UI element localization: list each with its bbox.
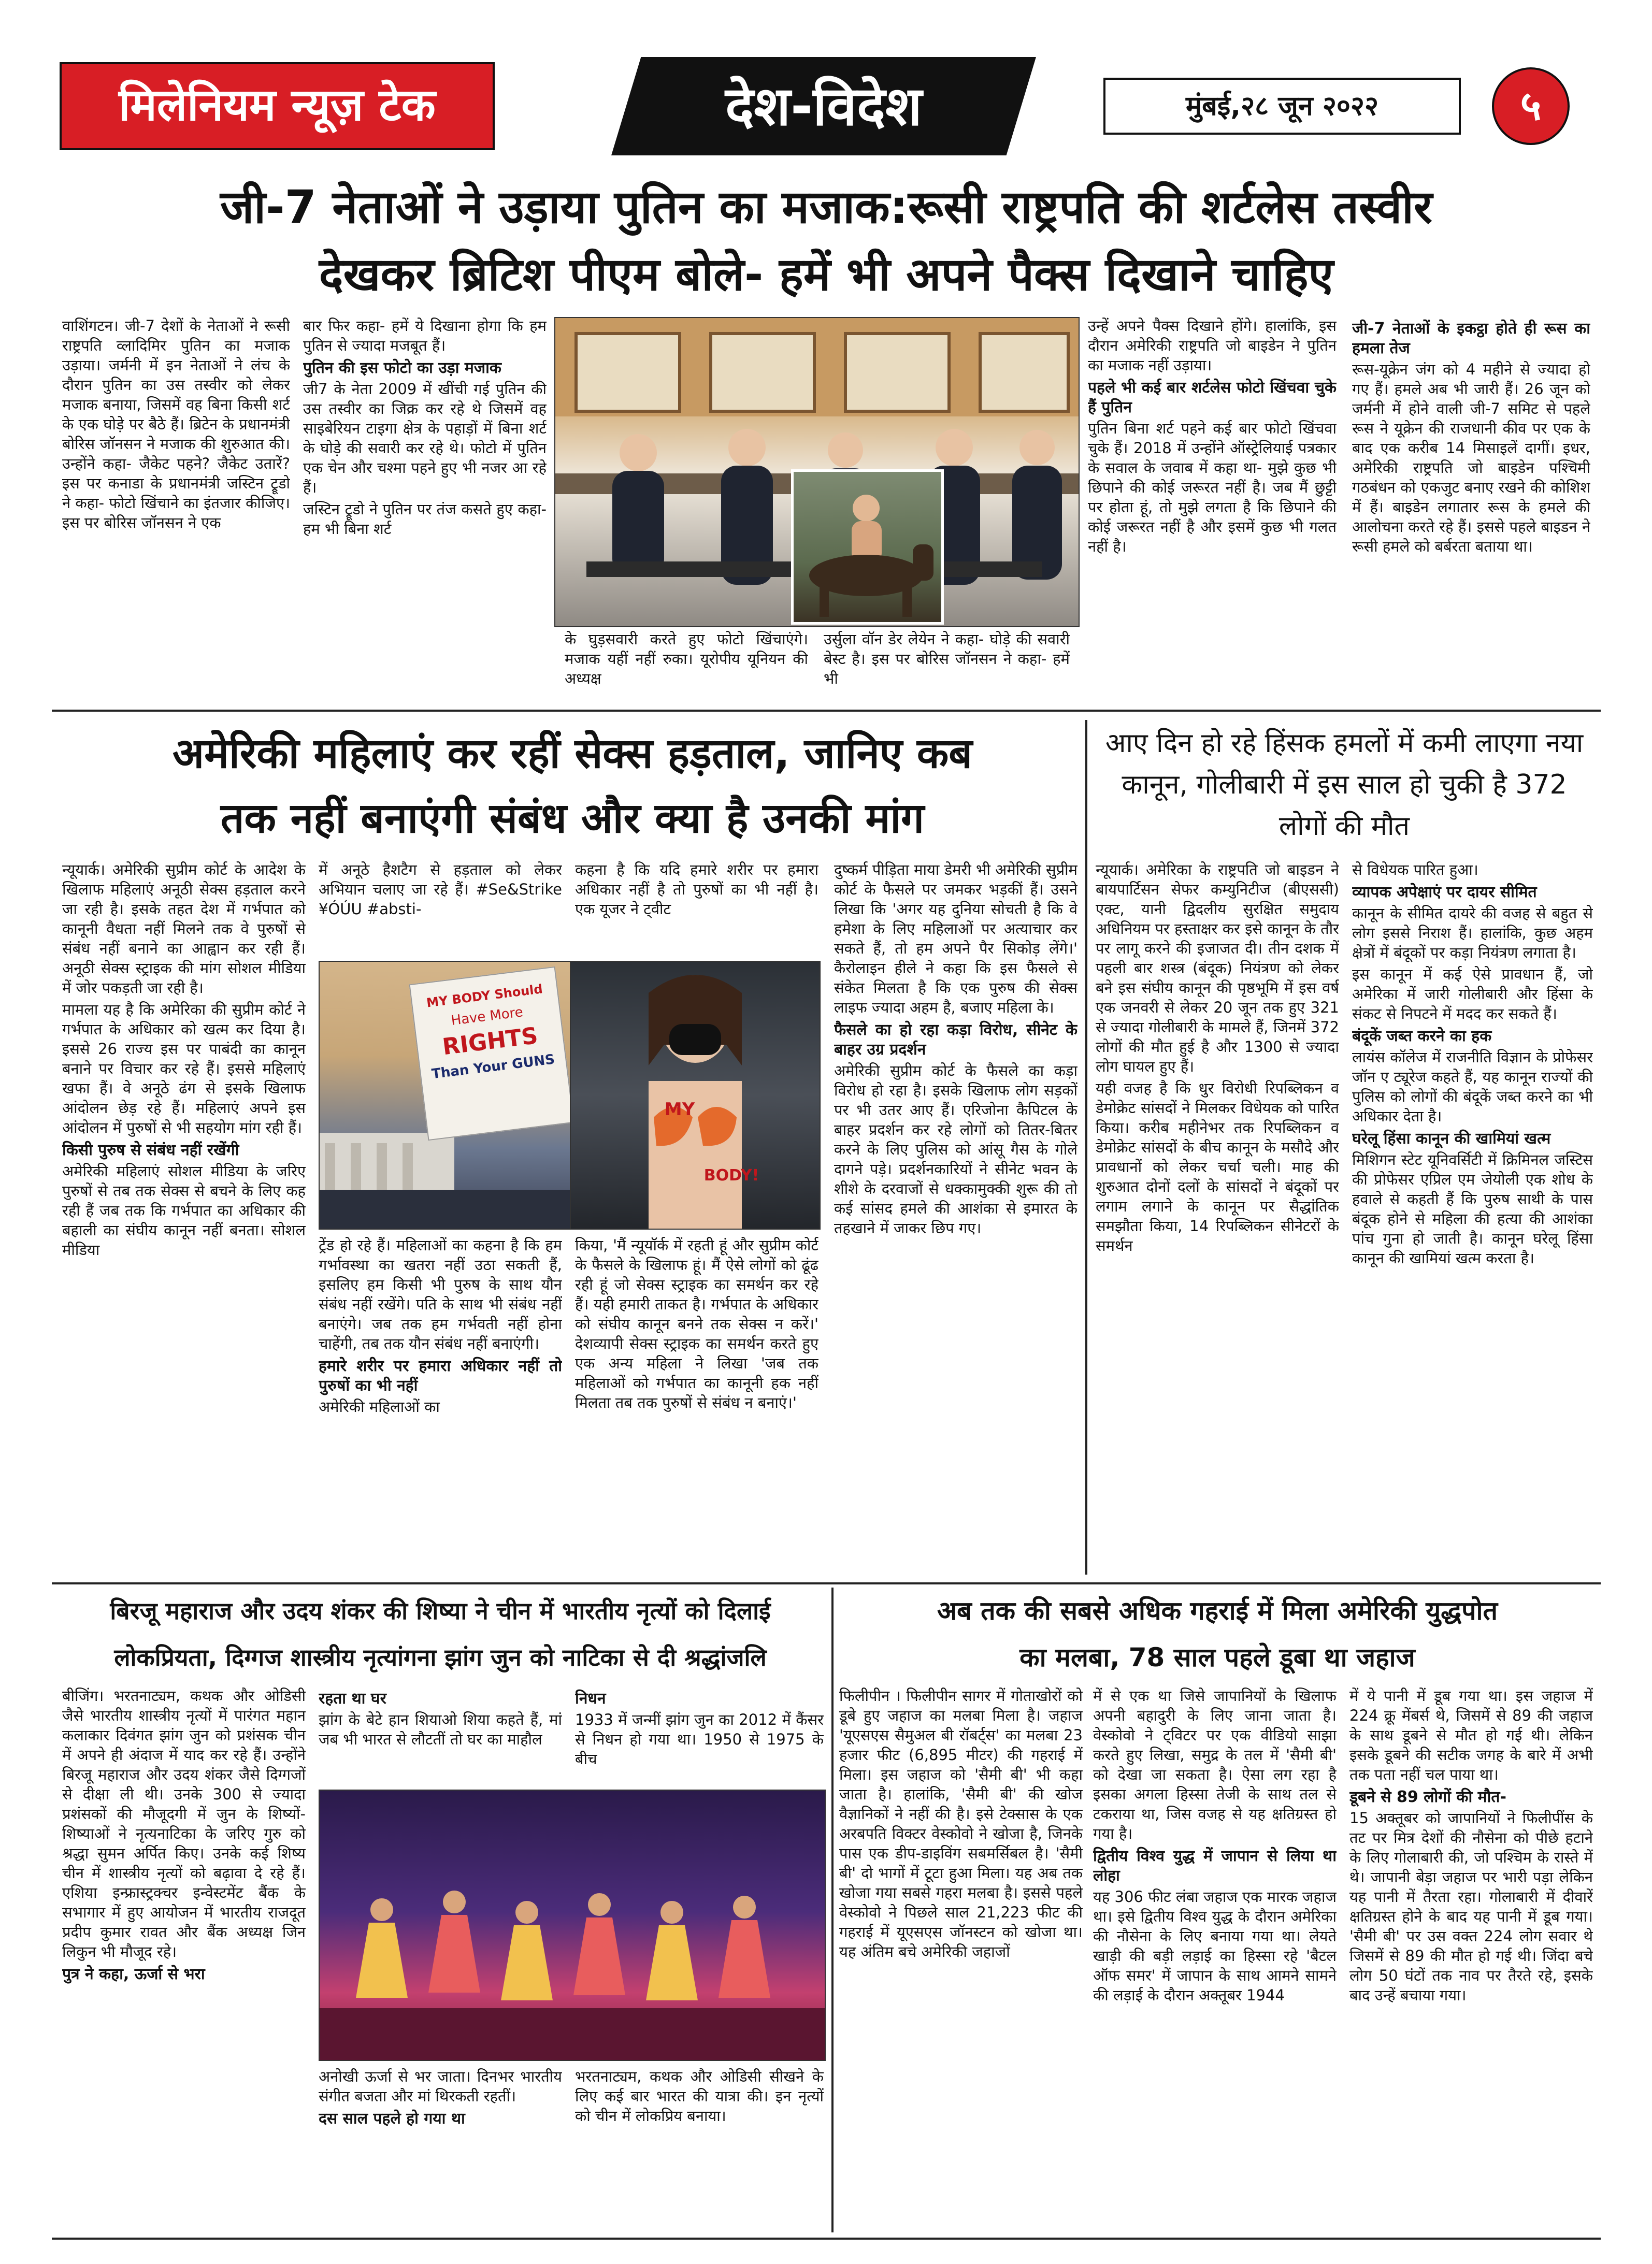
story1-headline-line1: जी-7 नेताओं ने उड़ाया पुतिन का मजाक:रूसी राष्ट्रपति की शर्टलेस तस्वीर (220, 180, 1432, 234)
story1-column-6 (1352, 316, 1590, 699)
story2-col4-subheading: फैसले का हो रहा कड़ा विरोध, सीनेट के बाहर उग्र प्रदर्शन (834, 1021, 1078, 1059)
story2-col1-text-c: अमेरिकी महिलाएं सोशल मीडिया के जरिए पुरुषों से तब तक सेक्स से बचने के लिए कह रही हैं जब तक कि गर्भपात का अधिकार की बहाली का संघीय कानून नहीं बनता। सोशल मीडिया (62, 1162, 306, 1259)
story3-col2-text-a: से विधेयक पारित हुआ। (1352, 861, 1478, 878)
story2-col2-end-text: अमेरिकी महिलाओं का (319, 1398, 440, 1416)
dancers-icon (320, 1791, 825, 2060)
story1-g7-photo (554, 317, 1080, 627)
story1-col1-text: वाशिंगटन। जी-7 देशों के नेताओं ने रूसी राष्ट्रपति व्लादिमिर पुतिन का मजाक उड़ाया। जर्मनी में इन नेताओं ने लंच के दौरान पुतिन का उस तस्वीर को लेकर मजाक बनाया, जिसमें वह बिना किसी शर्ट के एक घोड़े पर बैठे हैं। ब्रिटेन के प्रधानमंत्री बोरिस जॉनसन ने मजाक की शुरुआत की। उन्होंने कहा- जैकेट पहने? जैकेट उतारें? इस पर कनाडा के प्रधानमंत्री जस्टिन ट्रूडो ने कहा- फोटो खिंचाने का इंतजार कीजिए। इस पर बोरिस जॉनसन ने एक (62, 317, 290, 531)
story4-col1-subheading: पुत्र ने कहा, ऊर्जा से भरा (62, 1965, 205, 1983)
story3-col1-text-b: यही वजह है कि धुर विरोधी रिपब्लिकन व डेमोक्रेट सांसदों ने मिलकर विधेयक को पारित किया। करीब महीनेभर तक रिपब्लिकन व डेमोक्रेट सांसदों के बीच कानून के मसौदे और प्रावधानों को लेकर चर्चा चली। माह की शुरुआत दोनों दलों के सांसदों ने बंदूकों पर लगाम लगाने के कानून पर सैद्धांतिक समझौता किया, 14 रिपब्लिकन सीनेटरों के समर्थन (1096, 1079, 1339, 1254)
story1-col2-text-b: जी7 के नेता 2009 में खींची गई पुतिन की उस तस्वीर का जिक्र कर रहे थे जिसमें वह साइबेरियन टाइगा क्षेत्र के पहाड़ों में बिना शर्ट के घोड़े की सवारी कर रहे थे। फोटो में पुतिन एक चेन और चश्मा पहने हुए भी नजर आ रहे हैं। (303, 380, 547, 496)
shirt-text-2: BODY! (703, 1166, 759, 1185)
story5-col2-text-b: यह 306 फीट लंबा जहाज एक मारक जहाज था। इसे द्वितीय विश्व युद्ध के दौरान अमेरिका की नौसेना के लिए बनाया गया था। लेयते खाड़ी की बड़ी लड़ाई का हिस्सा रहे 'बैटल ऑफ समर' में जापान के साथ आमने सामने की लड़ाई के दौरान अक्तूबर 1944 (1093, 1888, 1337, 2004)
story2-headline-line2: तक नहीं बनाएंगी संबंध और क्या है उनकी मांग (220, 794, 925, 842)
story4-column-2-top (319, 1686, 562, 1790)
sign-line-3: RIGHTS (441, 1022, 540, 1061)
story1-under-photo-right-text: उर्सुला वॉन डेर लेयेन ने कहा- घोड़े की सवारी बेस्ट है। इस पर बोरिस जॉनसन ने कहा- हमें भी (824, 630, 1070, 687)
story5-col3-text-a: में ये पानी में डूब गया था। इस जहाज में 224 क्रू मेंबर्स थे, जिसमें से 89 की जहाज के साथ डूबने से मौत हो गई थी। लेकिन इसके डूबने की सटीक जगह के बारे में अभी तक पता नहीं चल पाया था। (1349, 1687, 1593, 1783)
story1-col6-subheading: जी-7 नेताओं के इकट्ठा होते ही रूस का हमला तेज (1352, 320, 1590, 357)
story2-column-3-top (575, 860, 818, 963)
divider-middle (52, 1582, 1601, 1584)
story4-column-3-bottom (575, 2067, 824, 2232)
story1-under-photo-left (565, 629, 808, 699)
story3-column-2 (1352, 860, 1593, 1575)
story4-col2-subheading: रहता था घर (319, 1690, 386, 1708)
story1-headline-line2: देखकर ब्रिटिश पीएम बोले- हमें भी अपने पैक्स दिखाने चाहिए (319, 248, 1334, 301)
story2-col3-bottom-text: किया, 'मैं न्यूयॉर्क में रहती हूं और सुप्रीम कोर्ट के फैसले के खिलाफ हूं। मैं ऐसे लोगों को ढूंढ रही हूं जो सेक्स स्ट्राइक का समर्थन कर रहे हैं। यही हमारी ताकत है। गर्भपात के अधिकार को संघीय कानून बनने तक सेक्स न करें।' देशव्यापी सेक्स स्ट्राइक का समर्थन करते हुए एक अन्य महिला ने लिखा 'जब तक महिलाओं को गर्भपात का कानूनी हक नहीं मिलता तब तक पुरुषों से संबंध न बनाएं।' (575, 1236, 818, 1411)
sign-line-1: MY BODY Should (425, 982, 543, 1011)
story5-col3-text-b: 15 अक्तूबर को जापानियों ने फिलीपींस के तट पर मित्र देशों की नौसेना को पीछे हटाने के लिए गोलाबारी की, जो पश्चिम के रास्ते में थे। जापानी बेड़ा जहाज पर भारी पड़ा लेकिन यह पानी में तैरता रहा। गोलाबारी में दीवारें क्षतिग्रस्त होने के बाद यह पानी में डूब गया। 'सैमी बी' पर उस वक्त 224 लोग सवार थे जिसमें से 89 की मौत हो गई थी। जिंदा बचे लोग 50 घंटों तक नाव पर तैरते रहे, इसके बाद उन्हें बचाया गया। (1349, 1809, 1593, 2004)
story1-col5-subheading: पहले भी कई बार शर्टलेस फोटो खिंचवा चुके हैं पुतिन (1088, 379, 1337, 416)
story1-col2-text-c: जस्टिन ट्रूडो ने पुतिन पर तंज कसते हुए कहा- हम भी बिना शर्ट (303, 500, 547, 538)
story4-headline-line1: बिरजू महाराज और उदय शंकर की शिष्या ने चीन में भारतीय नृत्यों को दिलाई (110, 1597, 771, 1625)
story2-column-3-bottom (575, 1235, 818, 1575)
story2-column-2-bottom (319, 1235, 562, 1575)
story3-col2-subheading-1: व्यापक अपेक्षाएं पर दायर सीमित (1352, 883, 1537, 901)
section-title: देश-विदेश (725, 75, 922, 138)
story2-col2-bottom-text: ट्रेंड हो रहे हैं। महिलाओं का कहना है कि हम गर्भावस्था का खतरा नहीं उठा सकती हैं, इसलिए हम किसी भी पुरुष के साथ यौन संबंध नहीं रखेंगे। पति के साथ भी संबंध नहीं बनाएंगे। जब तक हम गर्भवती नहीं होना चाहेंगी, तब तक यौन संबंध नहीं बनाएंगी। (319, 1236, 562, 1352)
story5-column-3 (1349, 1686, 1593, 2230)
story1-under-photo-left-text: के घुड़सवारी करते हुए फोटो खिंचाएंगे। मजाक यहीं नहीं रुका। यूरोपीय यूनियन की अध्यक्ष (565, 630, 808, 687)
story4-col3-subheading: निधन (575, 1690, 606, 1708)
story5-col2-text-a: में से एक था जिसे जापानियों के खिलाफ अपनी बहादुरी के लिए जाना जाता है। वेस्कोवो ने ट्विटर पर एक वीडियो साझा करते हुए लिखा, समुद्र के तल में 'सैमी बी' को देखा जा सकता है। ऐसा लग रहा है इसका अगला हिस्सा तेजी के साथ तल से टकराया था, जिस वजह से यह क्षतिग्रस्त हो गया है। (1093, 1687, 1337, 1842)
sign-line-2: Have More (450, 1004, 524, 1029)
divider-vertical-story2-3 (1085, 720, 1087, 1575)
story3-col2-subheading-3: घरेलू हिंसा कानून की खामियां खत्म (1352, 1130, 1551, 1148)
story1-col6-text: रूस-यूक्रेन जंग को 4 महीने से ज्यादा हो गए हैं। हमले अब भी जारी हैं। 26 जून को जर्मनी में होने वाली जी-7 समिट से पहले रूस ने यूक्रेन की राजधानी कीव पर एक के बाद एक करीब 14 मिसाइलें दागीं। इधर, अमेरिकी राष्ट्रपति जो बाइडेन पश्चिमी गठबंधन को एकजुट बनाए रखने की कोशिश में हैं। बाइडेन लगातार रूस के हमले की आलोचना करते रहे हैं। इससे पहले बाइडन ने रूसी हमले को बर्बरता बताया था। (1352, 360, 1590, 555)
story4-headline-line2: लोकप्रियता, दिग्गज शास्त्रीय नृत्यांगना झांग जुन को नाटिका से दी श्रद्धांजलि (114, 1643, 767, 1671)
story2-headline-line1: अमेरिकी महिलाएं कर रहीं सेक्स हड़ताल, जानिए कब (173, 729, 972, 777)
story4-column-3-top (575, 1686, 824, 1790)
page-number: ५ (1520, 83, 1542, 129)
sign-line-4: Than Your GUNS (430, 1051, 556, 1083)
story1-column-5 (1088, 316, 1337, 699)
protest-sign (409, 967, 572, 1141)
story5-col1-text: फिलीपीन । फिलीपीन सागर में गोताखोरों को डूबे हुए जहाज का मलबा मिला है। जहाज 'यूएसएस सैमुअल बी रॉबर्ट्स' का मलबा 23 हजार फीट (6,895 मीटर) की गहराई में मिला। इस जहाज को 'सैमी बी' भी कहा जाता है। हालांकि, 'सैमी बी' की खोज वैज्ञानिकों ने नहीं की है। इसे टेक्सास के एक अरबपति विक्टर वेस्कोवो ने खोजा है, जिनके पास एक डीप-डाइविंग सबमर्सिबल है। 'सैमी बी' दो भागों में टूटा हुआ मिला। यह अब तक खोजा गया सबसे गहरा मलबा है। इससे पहले वेस्कोवो ने पिछले साल 21,223 फीट की गहराई में यूएसएस जॉनस्टन को खोजा था। यह अंतिम बचे अमेरिकी जहाजों (839, 1687, 1083, 1960)
story5-col2-subheading: द्वितीय विश्व युद्ध में जापान से लिया था लोहा (1093, 1847, 1337, 1885)
story1-col5-text-a: उन्हें अपने पैक्स दिखाने होंगे। हालांकि, इस दौरान अमेरिकी राष्ट्रपति जो बाइडेन ने पुतिन का मजाक नहीं उड़ाया। (1088, 317, 1337, 374)
story2-col2-top-text: में अनूठे हैशटैग से हड़ताल को लेकर अभियान चलाए जा रहे हैं। #Se&Strike ¥ÓÚU #absti- (319, 861, 562, 918)
story4-col2-bottom-subheading: दस साल पहले हो गया था (319, 2110, 465, 2128)
brand-name: मिलेनियम न्यूज़ टेक (119, 79, 436, 131)
story2-column-4 (834, 860, 1078, 1575)
story5-column-2 (1093, 1686, 1337, 2230)
story2-col4-text-b: अमेरिकी सुप्रीम कोर्ट के फैसले का कड़ा विरोध हो रहा है। इसके खिलाफ लोग सड़कों पर भी उतर आए हैं। एरिजोना कैपिटल के बाहर प्रदर्शन कर रहे लोगों को तितर-बितर करने के लिए पुलिस को आंसू गैस के गोले दागने पड़े। प्रदर्शनकारियों ने सीनेट भवन के शीशे के दरवाजों से धक्कामुक्की शुरू की तो कई सांसद हमले की आशंका से इमारत के तहखाने में जाकर छिप गए। (834, 1062, 1078, 1237)
story4-col3-top-text: 1933 में जन्मीं झांग जुन का 2012 में कैंसर से निधन हो गया था। 1950 से 1975 के बीच (575, 1711, 824, 1768)
story1-column-2 (303, 316, 547, 699)
story1-col2-subheading: पुतिन की इस फोटो का उड़ा मजाक (303, 359, 501, 377)
story2-col4-text-a: दुष्कर्म पीड़िता माया डेमरी भी अमेरिकी सुप्रीम कोर्ट के फैसले पर जमकर भड़कीं हैं। उसने लिखा कि 'अगर यह दुनिया सोचती है कि वे हमेशा के लिए महिलाओं पर अत्याचार कर सकते हैं, तो हम अपने पैर सिकोड़ लेंगे।' कैरोलाइन हीले ने कहा कि इस फैसले से संकेत मिलता है कि एक पुरुष की सेक्स लाइफ ज्यादा अहम है, बजाए महिला के। (834, 861, 1078, 1016)
story1-under-photo-right (824, 629, 1070, 699)
story3-headline: आए दिन हो रहे हिंसक हमलों में कमी लाएगा नया कानून, गोलीबारी में इस साल हो चुकी है 372 लोगों की मौत (1105, 728, 1584, 842)
divider-bottom (52, 2238, 1601, 2240)
story4-column-1 (62, 1686, 306, 2230)
issue-date: मुंबई,२८ जून २०२२ (1186, 91, 1378, 122)
story2-col1-text-b: मामला यह है कि अमेरिका की सुप्रीम कोर्ट ने गर्भपात के अधिकार को खत्म कर दिया है। इससे 26 राज्य इस पर पाबंदी का कानून बनाने पर विचार कर रहे हैं। इससे महिलाएं खफा हैं। वे अनूठे ढंग से इसके खिलाफ आंदोलन छेड़ रहे हैं। महिलाएं अपने इस आंदोलन में पुरुषों से भी सहयोग मांग रही हैं। (62, 1001, 306, 1136)
story3-col1-text: न्यूयार्क। अमेरिका के राष्ट्रपति जो बाइडन ने बायपार्टिसन सेफर कम्युनिटीज (बीएससी) एक्ट, यानी द्विदलीय सुरक्षित समुदाय अधिनियम पर हस्ताक्षर कर इसे कानून के तौर पर लागू करने की इजाजत दी। तीन दशक में पहली बार शस्त्र (बंदूक) नियंत्रण को लेकर बने इस संघीय कानून की पृष्ठभूमि में इस वर्ष एक जनवरी से लेकर 20 जून तक हुए 321 से ज्यादा गोलीबारी के मामले हैं, जिनमें 372 लोगों की मौत हुई है और 1300 से ज्यादा लोग घायल हुए हैं। (1096, 861, 1339, 1075)
woman-icon (571, 962, 820, 1229)
story4-col1-text: बीजिंग। भरतनाट्यम, कथक और ओडिसी जैसे भारतीय शास्त्रीय नृत्यों में पारंगत महान कलाकार दिवंगत झांग जुन को प्रशंसक चीन में अपने ही अंदाज में याद कर रहे हैं। उन्होंने बिरजू महाराज और उदय शंकर जैसे दिग्गजों से दीक्षा ली थी। उनके 300 से ज्यादा प्रशंसकों की मौजूदगी में जुन के शिष्यों-शिष्याओं ने नृत्यनाटिका के जरिए गुरु को श्रद्धा सुमन अर्पित किए। उनके कई शिष्य चीन में शास्त्रीय नृत्यों को बढ़ावा दे रहे हैं। एशिया इन्फ्रास्ट्रक्चर इन्वेस्टमेंट बैंक के सभागार में हुए आयोजन में भारतीय राजदूत प्रदीप कुमार रावत और बैंक अध्यक्ष जिन लिकुन भी मौजूद रहे। (62, 1687, 306, 1960)
horse-rider-icon (794, 472, 941, 622)
story3-column-1 (1096, 860, 1339, 1575)
shirt-text-1: MY (664, 1099, 695, 1120)
story4-dance-photo (319, 1790, 826, 2061)
story3-col2-text-b: कानून के सीमित दायरे की वजह से बहुत से लोग इससे निराश हैं। हालांकि, कुछ अहम क्षेत्रों में बंदूकों पर कड़ा नियंत्रण लगाता है। (1352, 904, 1593, 961)
story5-headline-line1: अब तक की सबसे अधिक गहराई में मिला अमेरिकी युद्धपोत (937, 1596, 1498, 1626)
story5-col3-subheading: डूबने से 89 लोगों की मौत- (1349, 1788, 1506, 1806)
story2-col1-text-a: न्यूयार्क। अमेरिकी सुप्रीम कोर्ट के आदेश के खिलाफ महिलाएं अनूठी सेक्स हड़ताल करने जा रही है। इसके तहत देश में गर्भपात को कानूनी वैधता नहीं मिलने तक वे पुरुषों से संबंध नहीं बनाने का आह्वान कर रही हैं। अनूठी सेक्स स्ट्राइक की मांग सोशल मीडिया में जोर पकड़ती जा रही है। (62, 861, 306, 997)
story4-col2-bottom-text: अनोखी ऊर्जा से भर जाता। दिनभर भारतीय संगीत बजता और मां थिरकती रहतीं। (319, 2068, 562, 2105)
divider-vertical-story4-5 (831, 1588, 834, 2232)
story1-putin-inset-photo (791, 469, 944, 625)
story4-column-2-bottom (319, 2067, 562, 2232)
story2-col2-subheading: हमारे शरीर पर हमारा अधिकार नहीं तो पुरुषों का भी नहीं (319, 1357, 562, 1395)
masthead (0, 0, 1652, 150)
story3-col2-text-e: मिशिगन स्टेट यूनिवर्सिटी में क्रिमिनल जस्टिस की प्रोफेसर एप्रिल एम जेयोली एक शोध के हवाले से कहती हैं कि पुरुष साथी के पास बंदूक होने से महिला की हत्या की आशंका पांच गुना हो जाती है। कानून घरेलू हिंसा कानून की खामियां खत्म करता है। (1352, 1151, 1593, 1267)
story3-col2-subheading-2: बंदूकें जब्त करने का हक (1352, 1027, 1492, 1045)
story2-column-2-top (319, 860, 562, 963)
story2-protest-photo-woman (570, 961, 821, 1230)
story2-column-1 (62, 860, 306, 1575)
story1-col2-text-a: बार फिर कहा- हमें ये दिखाना होगा कि हम पुतिन से ज्यादा मजबूत हैं। (303, 317, 547, 354)
story5-headline-line2: का मलबा, 78 साल पहले डूबा था जहाज (1019, 1642, 1415, 1672)
story1-column-1 (62, 316, 290, 699)
story1-col5-text-b: पुतिन बिना शर्ट पहने कई बार फोटो खिंचवा चुके हैं। 2018 में उन्होंने ऑस्ट्रेलियाई पत्रकार के सवाल के जवाब में कहा था- मुझे कुछ भी छिपाने की कोई जरूरत नहीं है। जब मैं छुट्टी पर होता हूं, तो मुझे लगता है कि छिपाने की कोई जरूरत नहीं है और इसमें कुछ भी गलत नहीं है। (1088, 420, 1337, 555)
story2-protest-photo-sign (319, 961, 572, 1230)
story2-col1-subheading: किसी पुरुष से संबंध नहीं रखेंगी (62, 1141, 239, 1159)
story4-col3-bottom-text: भरतनाट्यम, कथक और ओडिसी सीखने के लिए कई बार भारत की यात्रा की। इन नृत्यों को चीन में लोकप्रिय बनाया। (575, 2068, 824, 2125)
divider-top (52, 710, 1601, 712)
story5-column-1 (839, 1686, 1083, 2230)
story4-col2-top-text: झांग के बेटे हान शियाओ शिया कहते हैं, मां जब भी भारत से लौटतीं तो घर का माहौल (319, 1711, 562, 1748)
story2-col3-top-text: कहना है कि यदि हमारे शरीर पर हमारा अधिकार नहीं है तो पुरुषों का भी नहीं है। एक यूजर ने ट्वीट (575, 861, 818, 918)
story3-col2-text-c: इस कानून में कई ऐसे प्रावधान हैं, जो अमेरिका में जारी गोलीबारी और हिंसा के संकट से निपटने में मदद कर सकते हैं। (1352, 965, 1593, 1022)
story3-col2-text-d: लायंस कॉलेज में राजनीति विज्ञान के प्रोफेसर जॉन ए ट्यूरेज कहते हैं, यह कानून राज्यों की पुलिस को लोगों की बंदूकें जब्त करने का भी अधिकार देता है। (1352, 1048, 1593, 1125)
